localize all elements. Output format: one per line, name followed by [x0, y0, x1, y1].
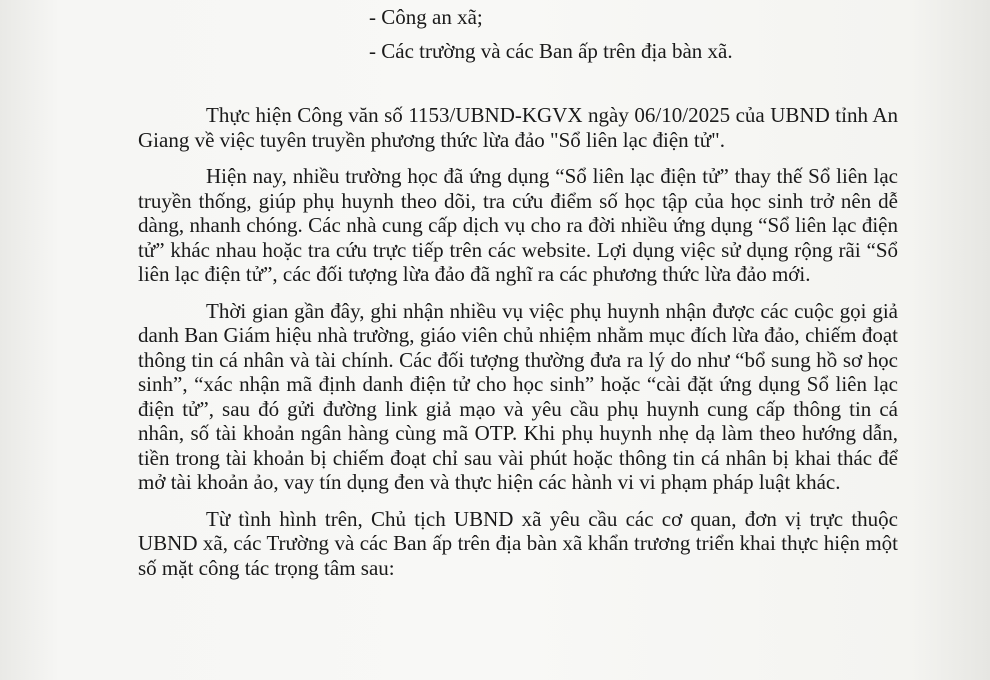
- document-body: [138, 103, 898, 592]
- recipient-list: [369, 0, 733, 68]
- paragraph-context: Hiện nay, nhiều trường học đã ứng dụng “Sổ liên lạc điện tử” thay thế Sổ liên lạc truyền thống, giúp phụ huynh theo dõi, tra cứu điểm số học tập của học sinh trở nên dễ dàng, nhanh chóng. Các nhà cung cấp dịch vụ cho ra đời nhiều ứng dụng “Sổ liên lạc điện tử” khác nhau hoặc tra cứu trực tiếp trên các website. Lợi dụng việc sử dụng rộng rãi “Sổ liên lạc điện tử”, các đối tượng lừa đảo đã nghĩ ra các phương thức lừa đảo mới.: [138, 164, 898, 286]
- recipient-item: - Công an xã;: [369, 5, 483, 29]
- recipient-item: - Các trường và các Ban ấp trên địa bàn xã.: [369, 39, 733, 63]
- paragraph-reference: Thực hiện Công văn số 1153/UBND-KGVX ngày 06/10/2025 của UBND tỉnh An Giang về việc tuyên truyền phương thức lừa đảo "Sổ liên lạc điện tử".: [138, 103, 898, 152]
- paragraph-fraud-description: Thời gian gần đây, ghi nhận nhiều vụ việc phụ huynh nhận được các cuộc gọi giả danh Ban Giám hiệu nhà trường, giáo viên chủ nhiệm nhằm mục đích lừa đảo, chiếm đoạt thông tin cá nhân và tài chính. Các đối tượng thường đưa ra lý do như “bổ sung hồ sơ học sinh”, “xác nhận mã định danh điện tử cho học sinh” hoặc “cài đặt ứng dụng Sổ liên lạc điện tử”, sau đó gửi đường link giả mạo và yêu cầu phụ huynh cung cấp thông tin cá nhân, số tài khoản ngân hàng cùng mã OTP. Khi phụ huynh nhẹ dạ làm theo hướng dẫn, tiền trong tài khoản bị chiếm đoạt chỉ sau vài phút hoặc thông tin cá nhân bị khai thác để mở tài khoản ảo, vay tín dụng đen và thực hiện các hành vi vi phạm pháp luật khác.: [138, 298, 898, 494]
- paragraph-directive: Từ tình hình trên, Chủ tịch UBND xã yêu cầu các cơ quan, đơn vị trực thuộc UBND xã, các Trường và các Ban ấp trên địa bàn xã khẩn trương triển khai thực hiện một số mặt công tác trọng tâm sau:: [138, 506, 898, 580]
